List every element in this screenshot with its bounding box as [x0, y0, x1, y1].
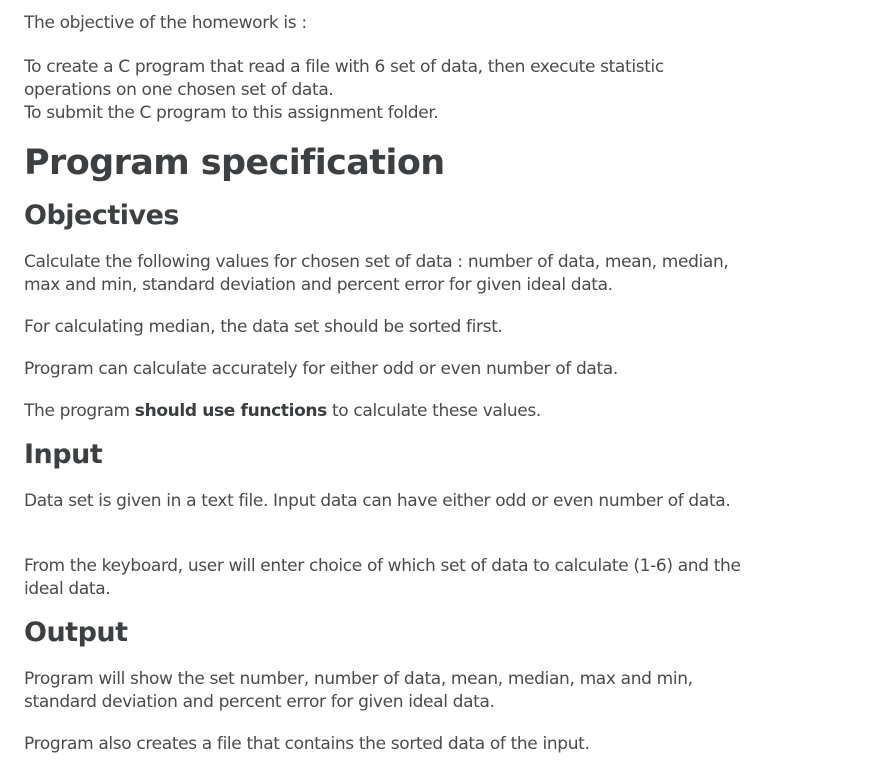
- functions-text-bold: should use functions: [134, 401, 327, 421]
- intro-line: The objective of the homework is :: [24, 13, 307, 33]
- objectives-paragraph-accuracy: Program can calculate accurately for either odd or even number of data.: [24, 359, 618, 379]
- functions-text-post: to calculate these values.: [326, 401, 541, 421]
- functions-text-pre: The program: [24, 401, 135, 421]
- input-paragraph-file: Data set is given in a text file. Input data can have either odd or even number of data.: [24, 491, 731, 511]
- objectives-paragraph-values: Calculate the following values for chosen set of data : number of data, mean, median, max and min, standard deviation and percent error for given ideal data.: [24, 252, 729, 295]
- page-title: Program specification: [24, 143, 445, 183]
- intro-submit-line: To submit the C program to this assignment folder.: [24, 103, 439, 123]
- input-heading: Input: [24, 439, 103, 470]
- objectives-paragraph-functions: [24, 400, 764, 423]
- input-paragraph-keyboard: From the keyboard, user will enter choice of which set of data to calculate (1-6) and the ideal data.: [24, 556, 741, 599]
- intro-description: To create a C program that read a file with 6 set of data, then execute statistic operations on one chosen set of data.: [24, 57, 664, 100]
- output-heading: Output: [24, 617, 128, 648]
- objectives-heading: Objectives: [24, 200, 179, 231]
- output-paragraph-file: Program also creates a file that contains the sorted data of the input.: [24, 734, 590, 754]
- objectives-paragraph-median: For calculating median, the data set should be sorted first.: [24, 317, 503, 337]
- output-paragraph-display: Program will show the set number, number of data, mean, median, max and min, standard deviation and percent error for given ideal data.: [24, 669, 693, 712]
